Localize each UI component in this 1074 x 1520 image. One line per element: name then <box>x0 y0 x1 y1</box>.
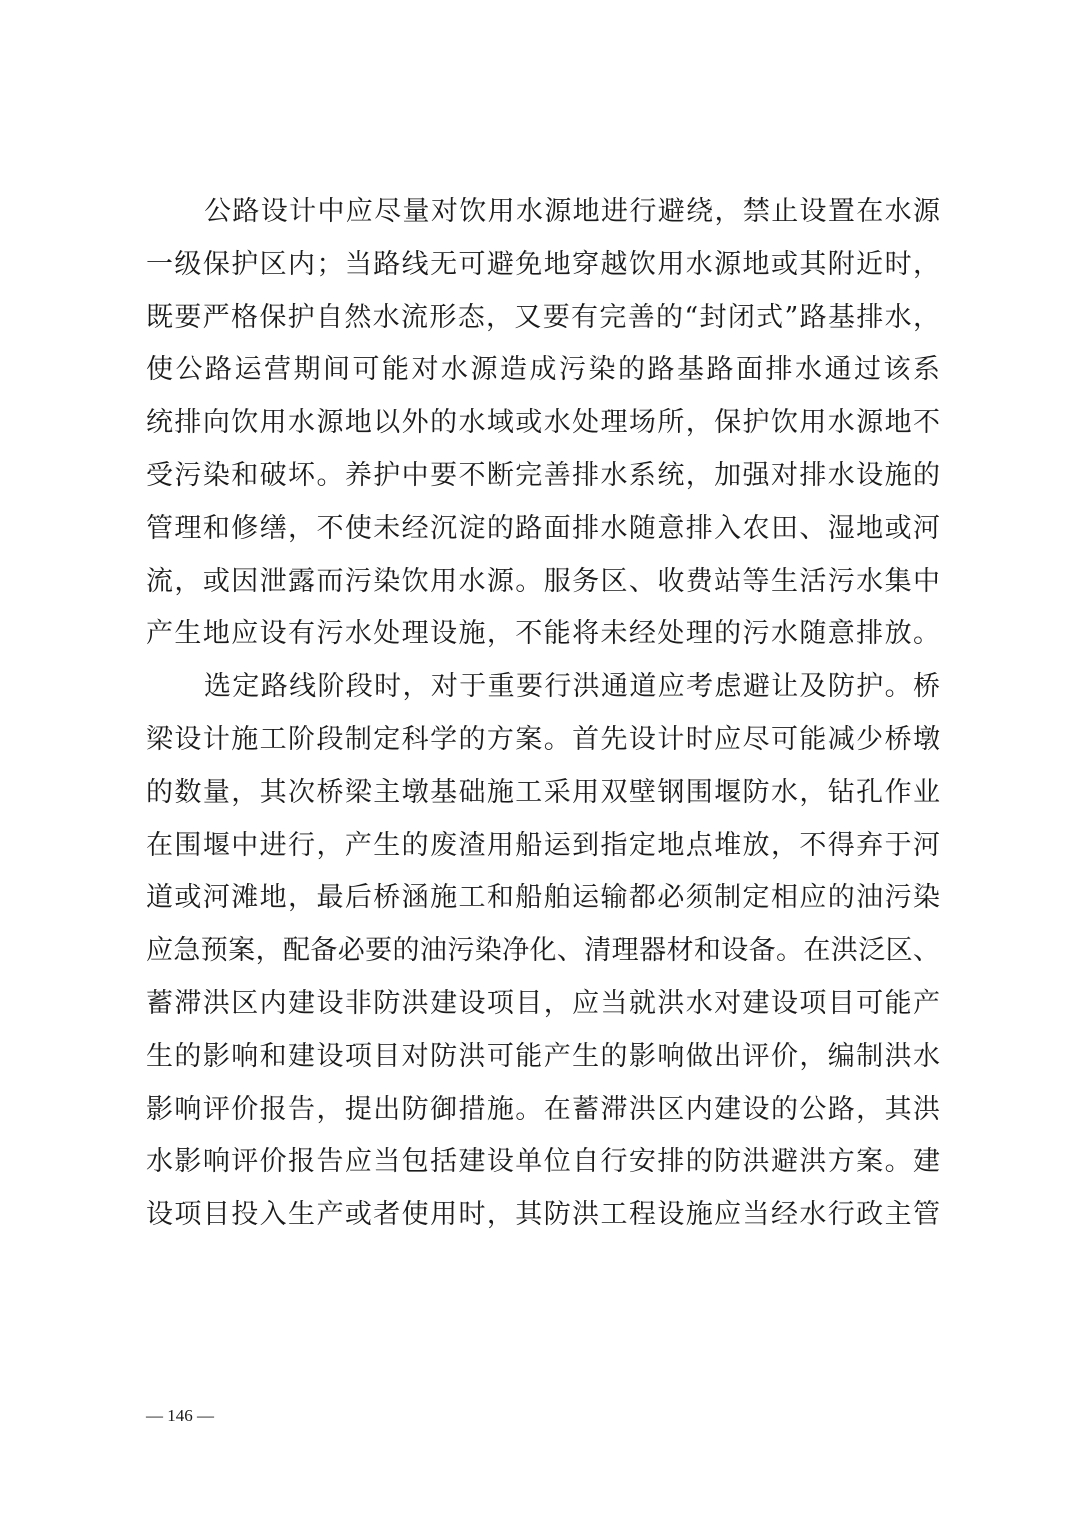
text-line: 产生地应设有污水处理设施，不能将未经处理的污水随意排放。 <box>146 618 940 650</box>
text-line: 管理和修缮，不使未经沉淀的路面排水随意排入农田、湿地或河 <box>146 512 940 544</box>
text-line: 生的影响和建设项目对防洪可能产生的影响做出评价，编制洪水 <box>146 1040 940 1072</box>
text-line: 水影响评价报告应当包括建设单位自行安排的防洪避洪方案。建 <box>146 1146 940 1178</box>
paragraph-1 <box>146 186 940 661</box>
text-line: 公路设计中应尽量对饮用水源地进行避绕，禁止设置在水源 <box>204 196 940 227</box>
text-line: 统排向饮用水源地以外的水域或水处理场所，保护饮用水源地不 <box>146 407 940 439</box>
text-line: 蓄滞洪区内建设非防洪建设项目，应当就洪水对建设项目可能产 <box>146 987 940 1019</box>
text-line: 一级保护区内；当路线无可避免地穿越饮用水源地或其附近时， <box>146 248 940 280</box>
text-line: 流，或因泄露而污染饮用水源。服务区、收费站等生活污水集中 <box>146 565 940 597</box>
body-text <box>146 186 940 1242</box>
text-line: 应急预案，配备必要的油污染净化、清理器材和设备。在洪泛区、 <box>146 935 940 967</box>
text-line: 道或河滩地，最后桥涵施工和船舶运输都必须制定相应的油污染 <box>146 882 940 914</box>
text-line: 设项目投入生产或者使用时，其防洪工程设施应当经水行政主管 <box>146 1199 940 1231</box>
text-line: 梁设计施工阶段制定科学的方案。首先设计时应尽可能减少桥墩 <box>146 723 940 755</box>
text-line: 既要严格保护自然水流形态，又要有完善的“封闭式”路基排水， <box>146 301 940 333</box>
text-line: 使公路运营期间可能对水源造成污染的路基路面排水通过该系 <box>146 354 940 386</box>
text-line: 的数量，其次桥梁主墩基础施工采用双壁钢围堰防水，钻孔作业 <box>146 776 940 808</box>
text-line: 受污染和破坏。养护中要不断完善排水系统，加强对排水设施的 <box>146 459 940 491</box>
text-line: 在围堰中进行，产生的废渣用船运到指定地点堆放，不得弃于河 <box>146 829 940 861</box>
text-line: 选定路线阶段时，对于重要行洪通道应考虑避让及防护。桥 <box>204 671 940 703</box>
paragraph-2 <box>146 661 940 1242</box>
page-number: — 146 — <box>146 1406 214 1425</box>
text-line: 影响评价报告，提出防御措施。在蓄滞洪区内建设的公路，其洪 <box>146 1093 940 1125</box>
